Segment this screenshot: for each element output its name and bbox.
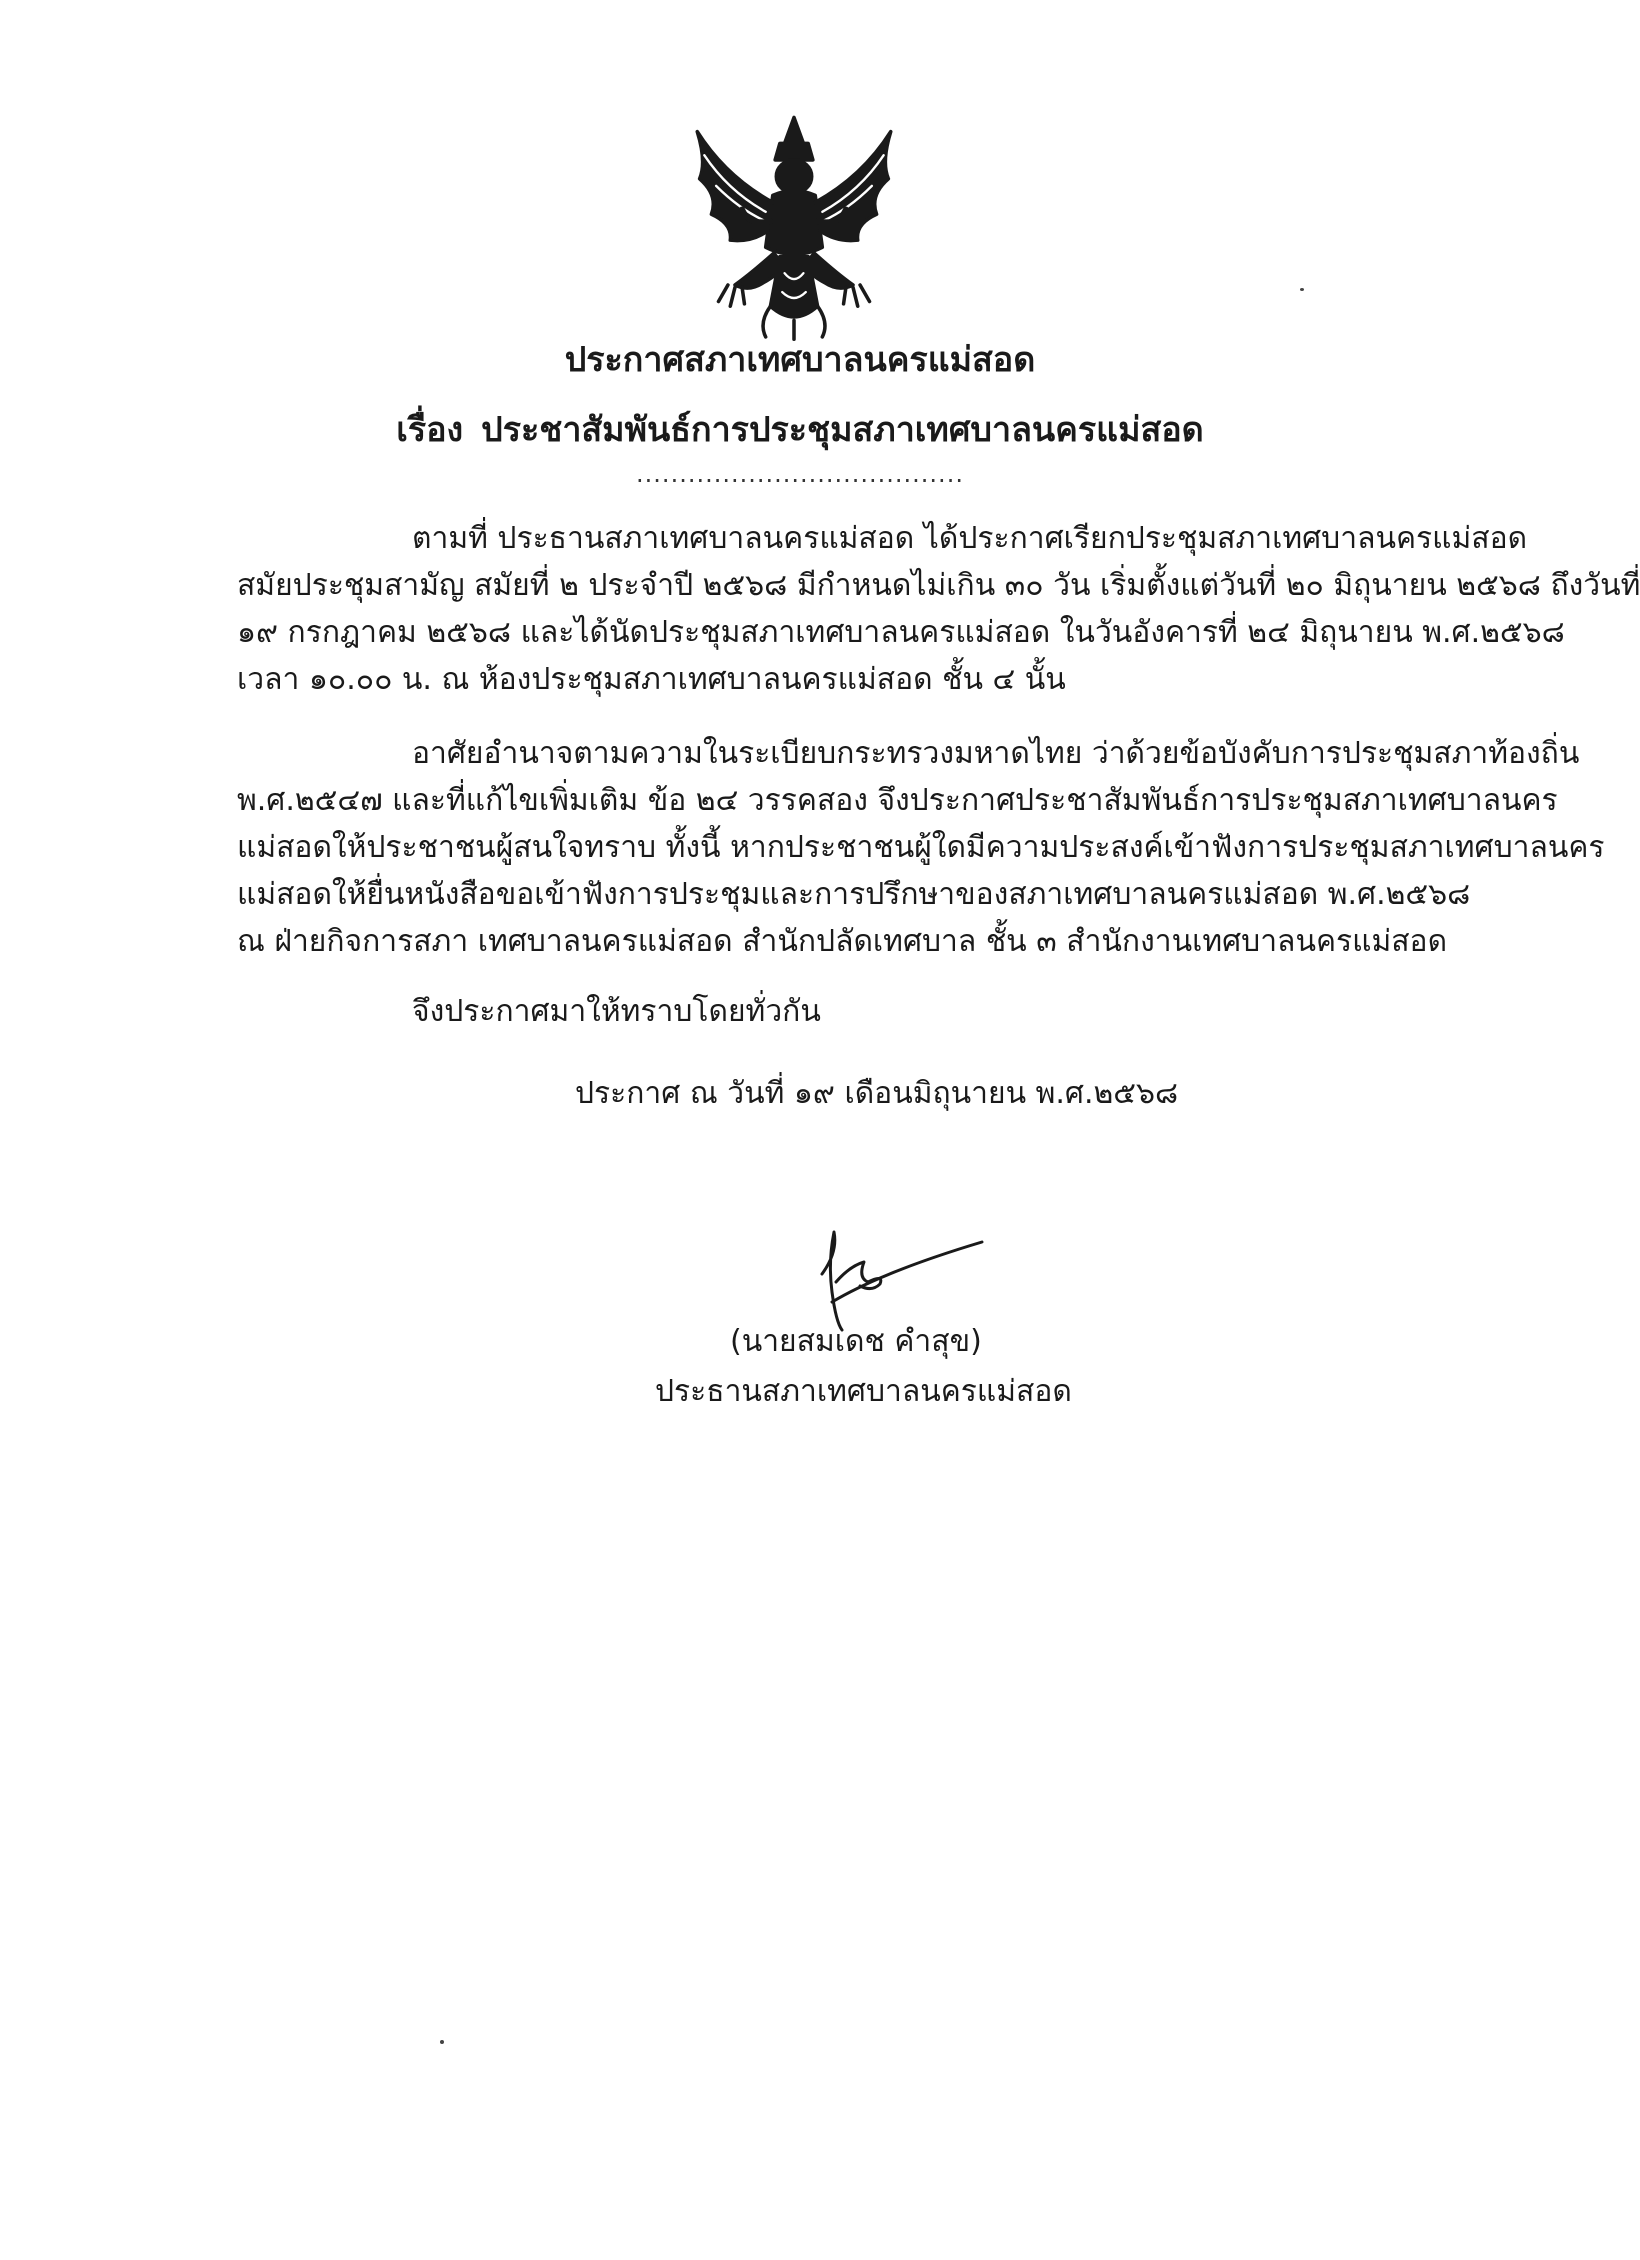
paragraph-line: ตามที่ ประธานสภาเทศบาลนครแม่สอด ได้ประกาศเรียกประชุมสภาเทศบาลนครแม่สอด: [412, 521, 1528, 556]
announcement-title: ประกาศสภาเทศบาลนครแม่สอด: [564, 340, 1036, 380]
paragraph-line: เวลา ๑๐.๐๐ น. ณ ห้องประชุมสภาเทศบาลนครแม่สอด ชั้น ๔ นั้น: [237, 662, 1066, 697]
paragraph-line: ๑๙ กรกฎาคม ๒๕๖๘ และได้นัดประชุมสภาเทศบาลนครแม่สอด ในวันอังคารที่ ๒๔ มิถุนายน พ.ศ.๒๕๖๘: [237, 615, 1565, 650]
announcement-subject: [0, 402, 1600, 456]
paragraph-line: แม่สอดให้ประชาชนผู้สนใจทราบ ทั้งนี้ หากประชาชนผู้ใดมีความประสงค์เข้าฟังการประชุมสภาเทศบาลนคร: [237, 830, 1605, 865]
paragraph-line: พ.ศ.๒๕๔๗ และที่แก้ไขเพิ่มเติม ข้อ ๒๔ วรรคสอง จึงประกาศประชาสัมพันธ์การประชุมสภาเทศบาลนคร: [237, 783, 1558, 818]
paragraph-line: อาศัยอำนาจตามความในระเบียบกระทรวงมหาดไทย ว่าด้วยข้อบังคับการประชุมสภาท้องถิ่น: [412, 736, 1580, 771]
scan-speck: [1300, 288, 1304, 291]
scan-speck: [440, 2040, 444, 2044]
announcement-date: ประกาศ ณ วันที่ ๑๙ เดือนมิถุนายน พ.ศ.๒๕๖๘: [575, 1076, 1179, 1111]
signer-name: (นายสมเดช คำสุข): [730, 1324, 982, 1359]
title-separator: ......................................: [636, 460, 964, 488]
signer-title: ประธานสภาเทศบาลนครแม่สอด: [655, 1374, 1072, 1409]
garuda-emblem-icon: [676, 108, 912, 344]
paragraph-2: [237, 730, 1605, 965]
subject-text: ประชาสัมพันธ์การประชุมสภาเทศบาลนครแม่สอด: [481, 410, 1204, 450]
paragraph-1: [237, 515, 1640, 703]
paragraph-line: สมัยประชุมสามัญ สมัยที่ ๒ ประจำปี ๒๕๖๘ มีกำหนดไม่เกิน ๓๐ วัน เริ่มตั้งแต่วันที่ ๒๐ มิถุนายน ๒๕๖๘ ถึงวันที่: [237, 568, 1640, 603]
paragraph-line: แม่สอดให้ยื่นหนังสือขอเข้าฟังการประชุมและการปรึกษาของสภาเทศบาลนครแม่สอด พ.ศ.๒๕๖๘: [237, 877, 1471, 912]
paragraph-line: ณ ฝ่ายกิจการสภา เทศบาลนครแม่สอด สำนักปลัดเทศบาล ชั้น ๓ สำนักงานเทศบาลนครแม่สอด: [237, 924, 1448, 959]
closing-statement: จึงประกาศมาให้ทราบโดยทั่วกัน: [412, 994, 821, 1029]
subject-label: เรื่อง: [396, 410, 464, 450]
